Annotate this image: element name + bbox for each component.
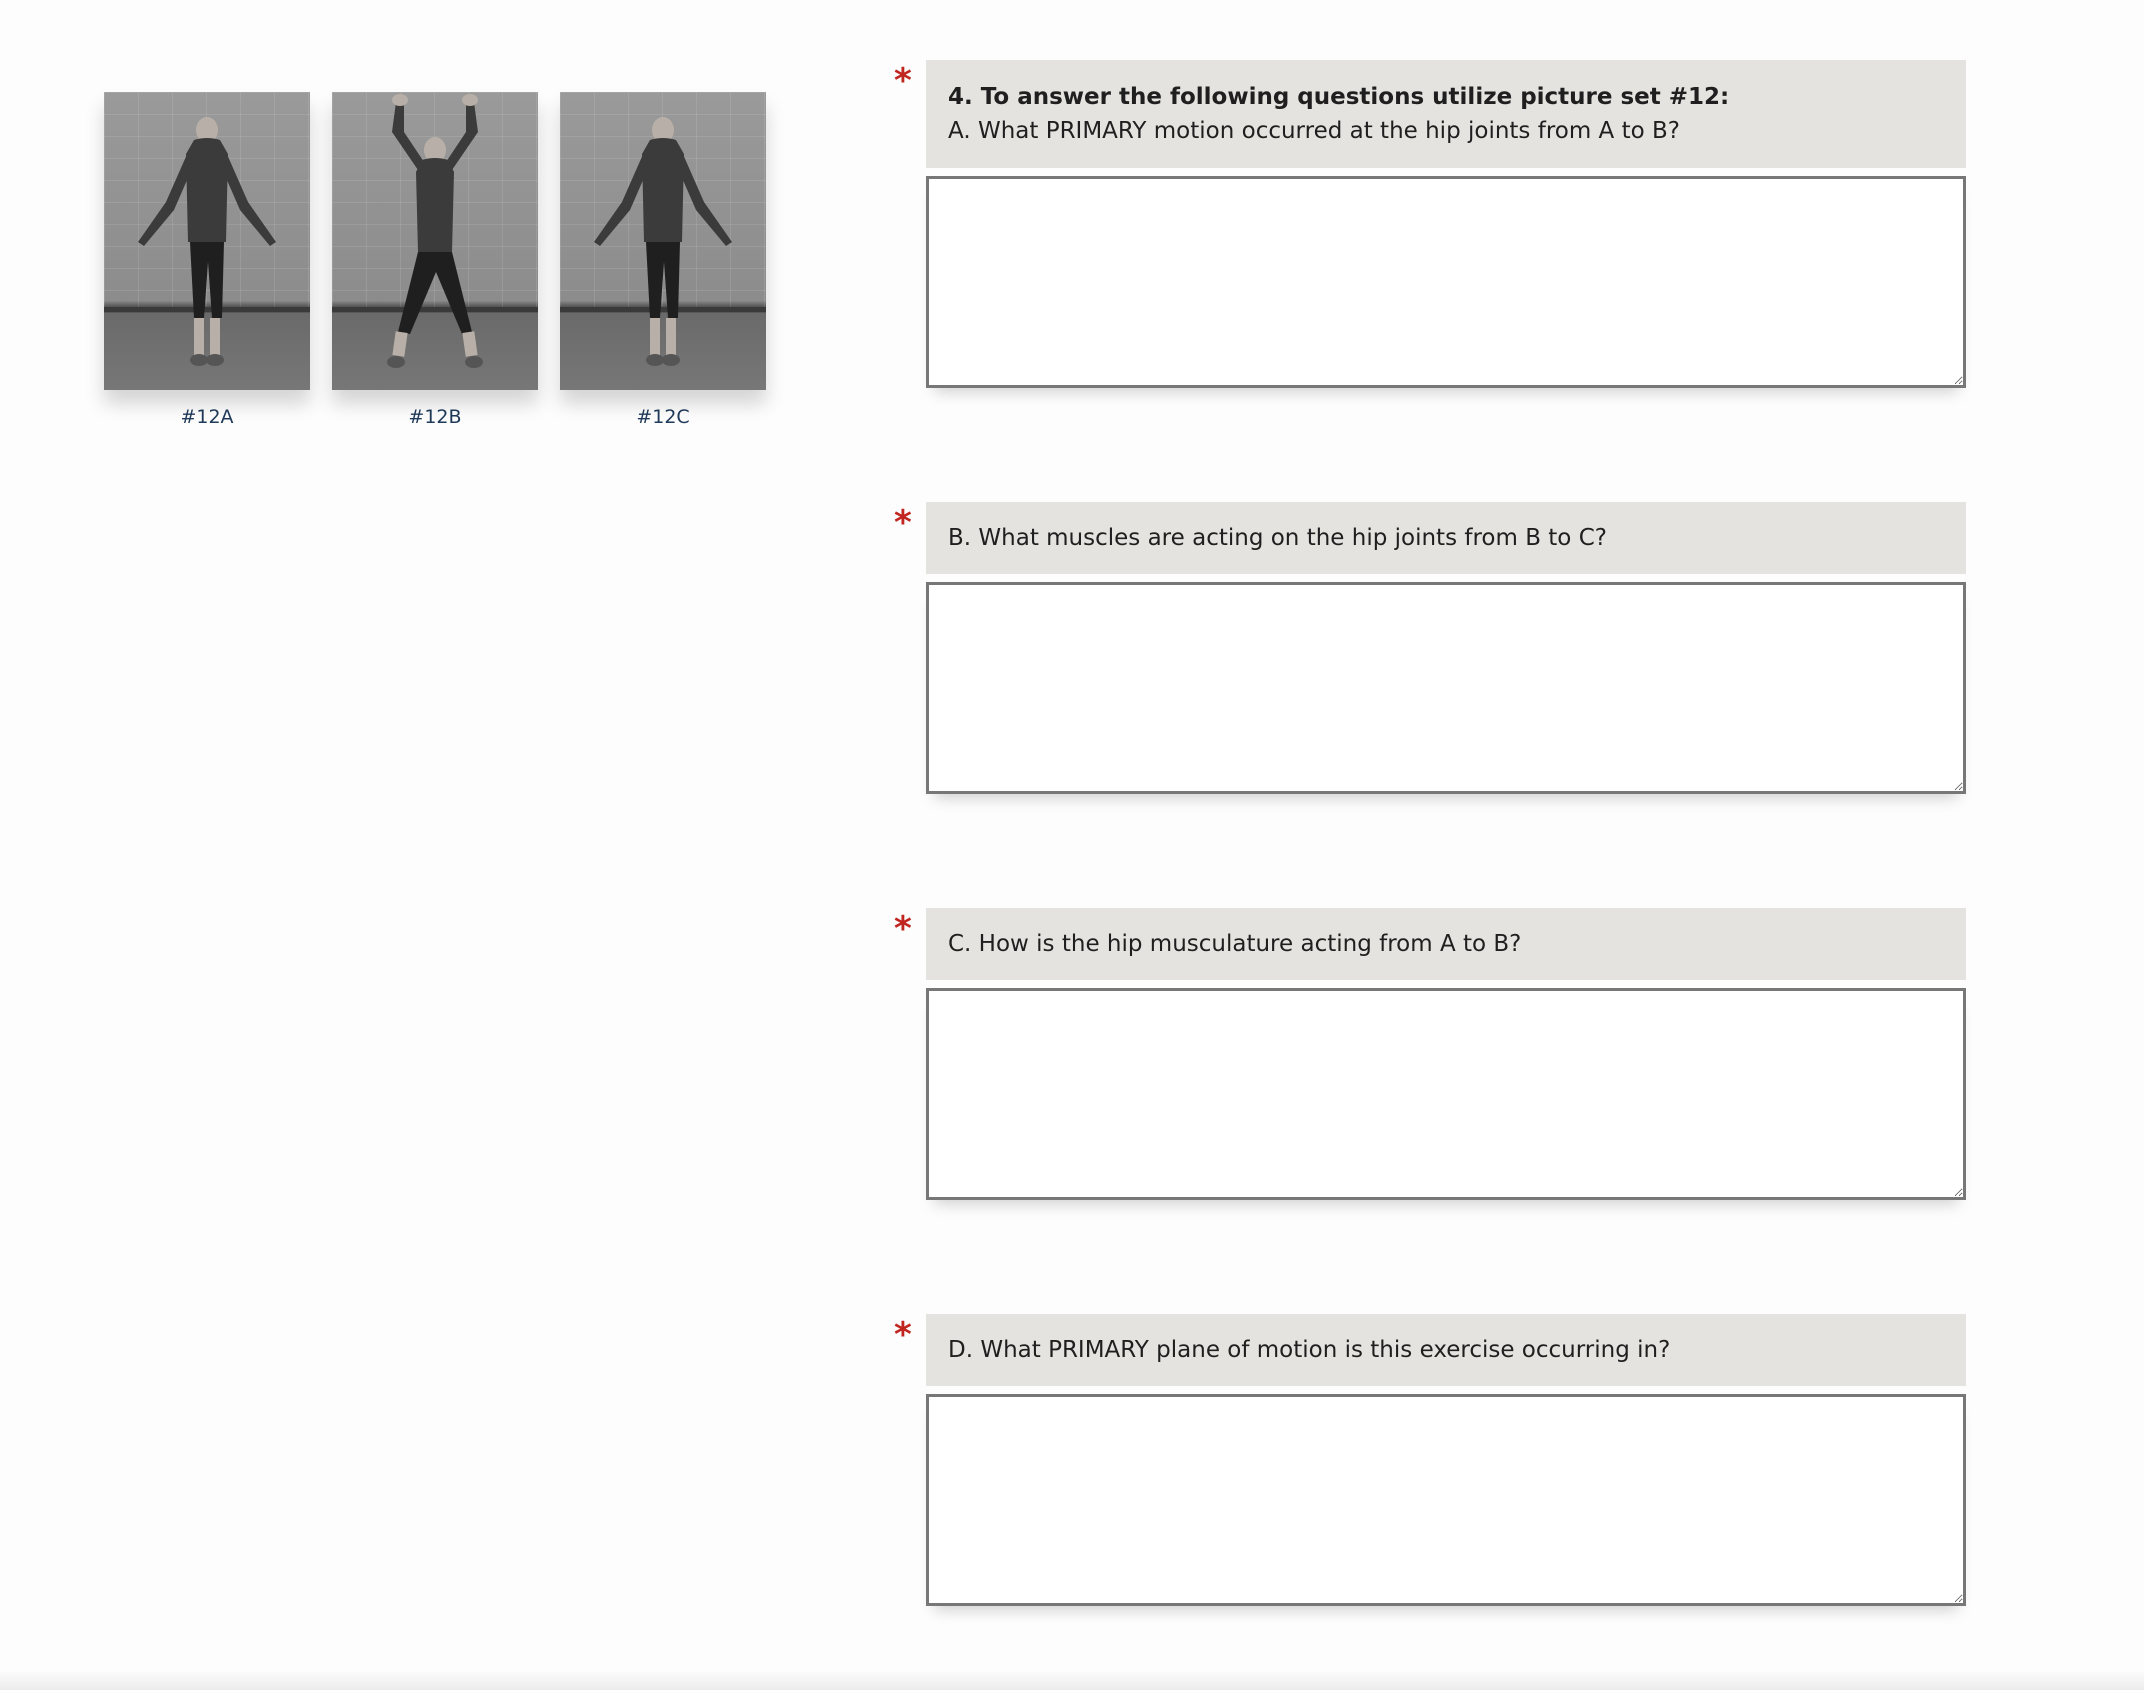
answer-textarea-4b[interactable] xyxy=(926,582,1966,794)
photo-caption-12a: #12A xyxy=(180,406,234,428)
question-prompt: D. What PRIMARY plane of motion is this exercise occurring in? xyxy=(948,1337,1671,1363)
person-arms-up-figure xyxy=(332,92,538,390)
photo-caption-12c: #12C xyxy=(636,406,690,428)
required-asterisk: * xyxy=(894,909,912,949)
required-asterisk: * xyxy=(894,1315,912,1355)
question-header xyxy=(926,908,1966,980)
required-asterisk: * xyxy=(894,61,912,101)
photo-12c[interactable] xyxy=(560,92,766,390)
photo-caption-12b: #12B xyxy=(408,406,462,428)
page-bottom-edge xyxy=(0,1672,2144,1690)
person-arms-down-figure xyxy=(104,92,310,390)
person-arms-down-figure xyxy=(560,92,766,390)
question-header xyxy=(926,1314,1966,1386)
question-header xyxy=(926,502,1966,574)
question-prompt: A. What PRIMARY motion occurred at the hip joints from A to B? xyxy=(948,118,1680,144)
photo-12b[interactable] xyxy=(332,92,538,390)
photo-card-12b xyxy=(332,92,538,428)
answer-textarea-4d[interactable] xyxy=(926,1394,1966,1606)
answer-textarea-4a[interactable] xyxy=(926,176,1966,388)
photo-card-12c xyxy=(560,92,766,428)
question-header xyxy=(926,60,1966,168)
photo-card-12a xyxy=(104,92,310,428)
question-title: 4. To answer the following questions utilize picture set #12: xyxy=(948,84,1730,110)
photo-12a[interactable] xyxy=(104,92,310,390)
answer-textarea-4c[interactable] xyxy=(926,988,1966,1200)
required-asterisk: * xyxy=(894,503,912,543)
picture-set-12 xyxy=(104,92,766,428)
question-prompt: B. What muscles are acting on the hip joints from B to C? xyxy=(948,525,1607,551)
question-prompt: C. How is the hip musculature acting from A to B? xyxy=(948,931,1522,957)
